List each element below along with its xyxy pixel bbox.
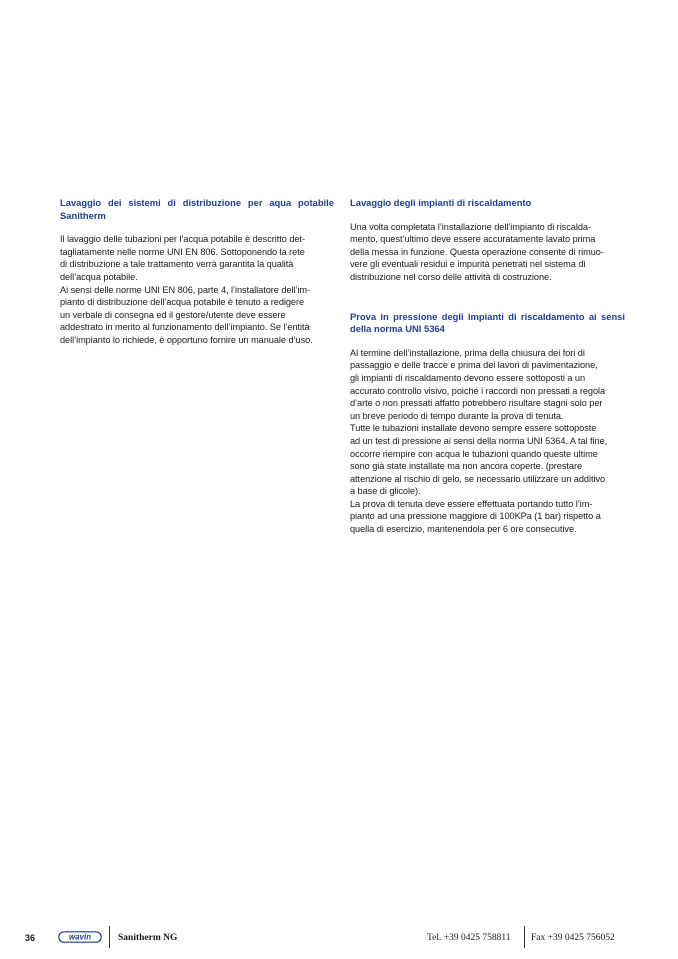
paragraph-line: vere gli eventuali residui e impurità penetrati nel sistema di xyxy=(350,259,586,270)
wavin-logo xyxy=(58,931,102,943)
paragraph-line: un breve periodo di tempo durante la prova di tenuta. xyxy=(350,410,564,421)
paragraph-line: della messa in funzione. Questa operazione consente di rimuo- xyxy=(350,246,604,257)
paragraph-line: gli impianti di riscaldamento devono essere sottoposti a un xyxy=(350,372,586,383)
paragraph-line: tagliatamente nelle norme UNI EN 806. Sottoponendo la rete xyxy=(60,246,305,257)
paragraph-line: mento, quest’ultimo deve essere accuratamente lavato prima xyxy=(350,234,596,245)
paragraph-line: occorre riempire con acqua le tubazioni quando queste ultime xyxy=(350,448,598,459)
paragraph-line: accurato controllo visivo, poiché i raccordi non pressati a regola xyxy=(350,385,606,396)
paragraph-line: pianto ad una pressione maggiore di 100KPa (1 bar) rispetto a xyxy=(350,511,601,522)
washing-heating-body xyxy=(350,221,625,284)
paragraph-line: Tutte le tubazioni installate devono sempre essere sottoposte xyxy=(350,423,597,434)
footer-divider xyxy=(109,926,110,948)
fax-number: Fax +39 0425 756052 xyxy=(531,933,615,943)
svg-text:wavin: wavin xyxy=(68,932,92,942)
right-column xyxy=(350,197,625,536)
paragraph-line: La prova di tenuta deve essere effettuata portando tutto l’im- xyxy=(350,498,593,509)
paragraph-line: un verbale di consegna ed il gestore/utente deve essere xyxy=(60,309,286,320)
paragraph-line: passaggio e delle tracce e prima dei lavori di pavimentazione, xyxy=(350,360,598,371)
paragraph-line: attenzione al rischio di gelo, se necessario utilizzare un additivo xyxy=(350,473,606,484)
washing-heating-title: Lavaggio degli impianti di riscaldamento xyxy=(350,197,532,208)
paragraph-line: a base di glicole). xyxy=(350,486,421,497)
paragraph-line: Ai sensi delle norme UNI EN 806, parte 4, l’installatore dell’im- xyxy=(60,284,311,295)
left-section-title: Lavaggio dei sistemi di distribuzione per aqua potabile Sanitherm xyxy=(60,197,334,221)
page-number: 36 xyxy=(25,933,36,943)
pressure-test-body xyxy=(350,347,625,536)
paragraph-line: dell’acqua potabile. xyxy=(60,271,138,282)
paragraph-line: Al termine dell’installazione, prima della chiusura dei fori di xyxy=(350,347,585,358)
paragraph-line: distribuzione nel corso delle attività di costruzione. xyxy=(350,271,552,282)
product-name: Sanitherm NG xyxy=(118,933,178,943)
page-footer xyxy=(0,926,678,950)
paragraph-line: quella di esercizio, mantenendola per 6 ore consecutive. xyxy=(350,524,577,535)
paragraph-line: addestrato in merito al funzionamento dell’impianto. Se l’entità xyxy=(60,322,310,333)
phone-number: Tel. +39 0425 758811 xyxy=(427,933,511,943)
paragraph-line: pianto di distribuzione dell’acqua potabile è tenuto a redigere xyxy=(60,297,305,308)
paragraph-line: Il lavaggio delle tubazioni per l’acqua potabile è descritto det- xyxy=(60,234,305,245)
left-section-body xyxy=(60,233,334,346)
paragraph-line: dell’impianto lo richiede, è opportuno fornire un manuale d’uso. xyxy=(60,334,313,345)
pressure-test-title: Prova in pressione degli impianti di riscaldamento ai sensi della norma UNI 5364 xyxy=(350,310,625,335)
left-column xyxy=(60,197,334,347)
paragraph-line: Una volta completata l’installazione dell’impianto di riscalda- xyxy=(350,221,591,232)
footer-divider xyxy=(524,926,525,948)
paragraph-line: sono già state installate ma non ancora coperte. (prestare xyxy=(350,461,583,472)
paragraph-line: di distribuzione a tale trattamento verrà garantita la qualità xyxy=(60,259,294,270)
paragraph-line: d’arte o non pressati affatto potrebbero risultare stagni solo per xyxy=(350,398,603,409)
paragraph-line: ad un test di pressione ai sensi della norma UNI 5364. A tal fine, xyxy=(350,435,608,446)
